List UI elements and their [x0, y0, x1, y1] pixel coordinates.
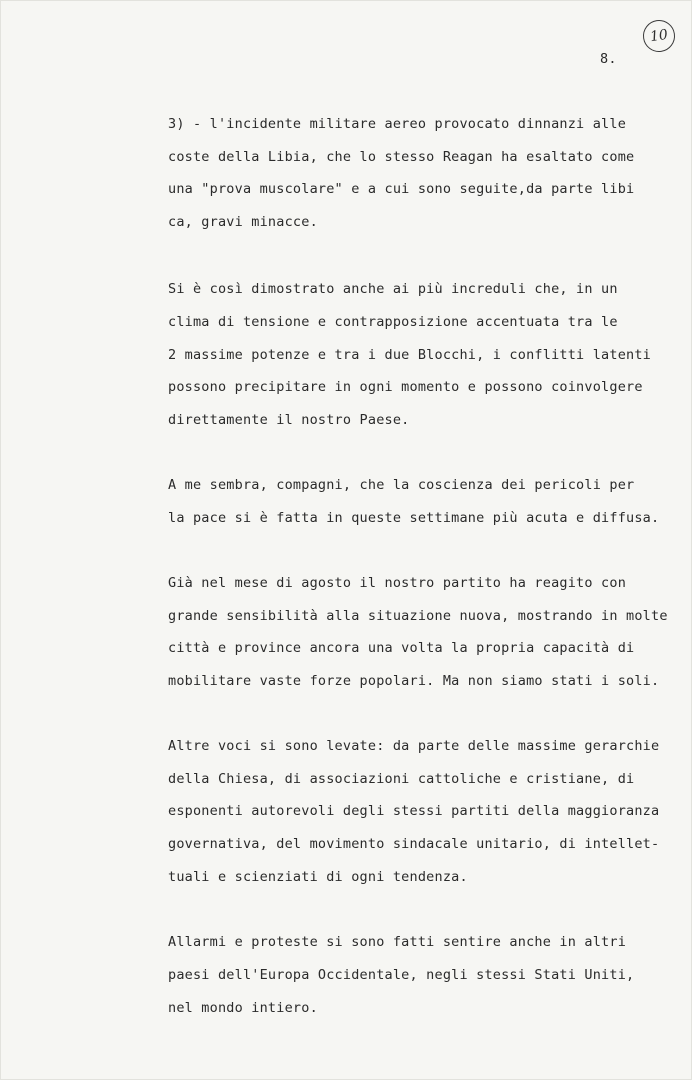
text-line: coste della Libia, che lo stesso Reagan ha esaltato come: [168, 149, 635, 165]
text-line: 2 massime potenze e tra i due Blocchi, i conflitti latenti: [168, 347, 652, 363]
text-line: Già nel mese di agosto il nostro partito ha reagito con: [168, 575, 627, 591]
text-line: città e province ancora una volta la propria capacità di: [168, 640, 635, 656]
text-line: esponenti autorevoli degli stessi partiti della maggioranza: [168, 803, 660, 819]
text-line: nel mondo intiero.: [168, 1000, 318, 1016]
text-line: Altre voci si sono levate: da parte delle massime gerarchie: [168, 738, 660, 754]
text-line: A me sembra, compagni, che la coscienza dei pericoli per: [168, 477, 635, 493]
text-line: Si è così dimostrato anche ai più increduli che, in un: [168, 281, 618, 297]
text-line: paesi dell'Europa Occidentale, negli stessi Stati Uniti,: [168, 967, 635, 983]
text-line: la pace si è fatta in queste settimane più acuta e diffusa.: [168, 510, 660, 526]
text-line: direttamente il nostro Paese.: [168, 412, 410, 428]
text-line: clima di tensione e contrapposizione accentuata tra le: [168, 314, 618, 330]
page-number: 8.: [600, 51, 617, 67]
text-line: possono precipitare in ogni momento e possono coinvolgere: [168, 379, 643, 395]
text-line: ca, gravi minacce.: [168, 214, 318, 230]
text-line: 3) - l'incidente militare aereo provocato dinnanzi alle: [168, 116, 627, 132]
text-line: governativa, del movimento sindacale unitario, di intellet-: [168, 836, 660, 852]
text-line: della Chiesa, di associazioni cattoliche e cristiane, di: [168, 771, 635, 787]
text-line: grande sensibilità alla situazione nuova, mostrando in molte: [168, 608, 668, 624]
handwritten-folio-mark: 10: [641, 18, 677, 54]
text-line: tuali e scienziati di ogni tendenza.: [168, 869, 468, 885]
text-line: mobilitare vaste forze popolari. Ma non siamo stati i soli.: [168, 673, 660, 689]
text-line: Allarmi e proteste si sono fatti sentire anche in altri: [168, 934, 627, 950]
text-line: una "prova muscolare" e a cui sono seguite,da parte libi: [168, 181, 635, 197]
